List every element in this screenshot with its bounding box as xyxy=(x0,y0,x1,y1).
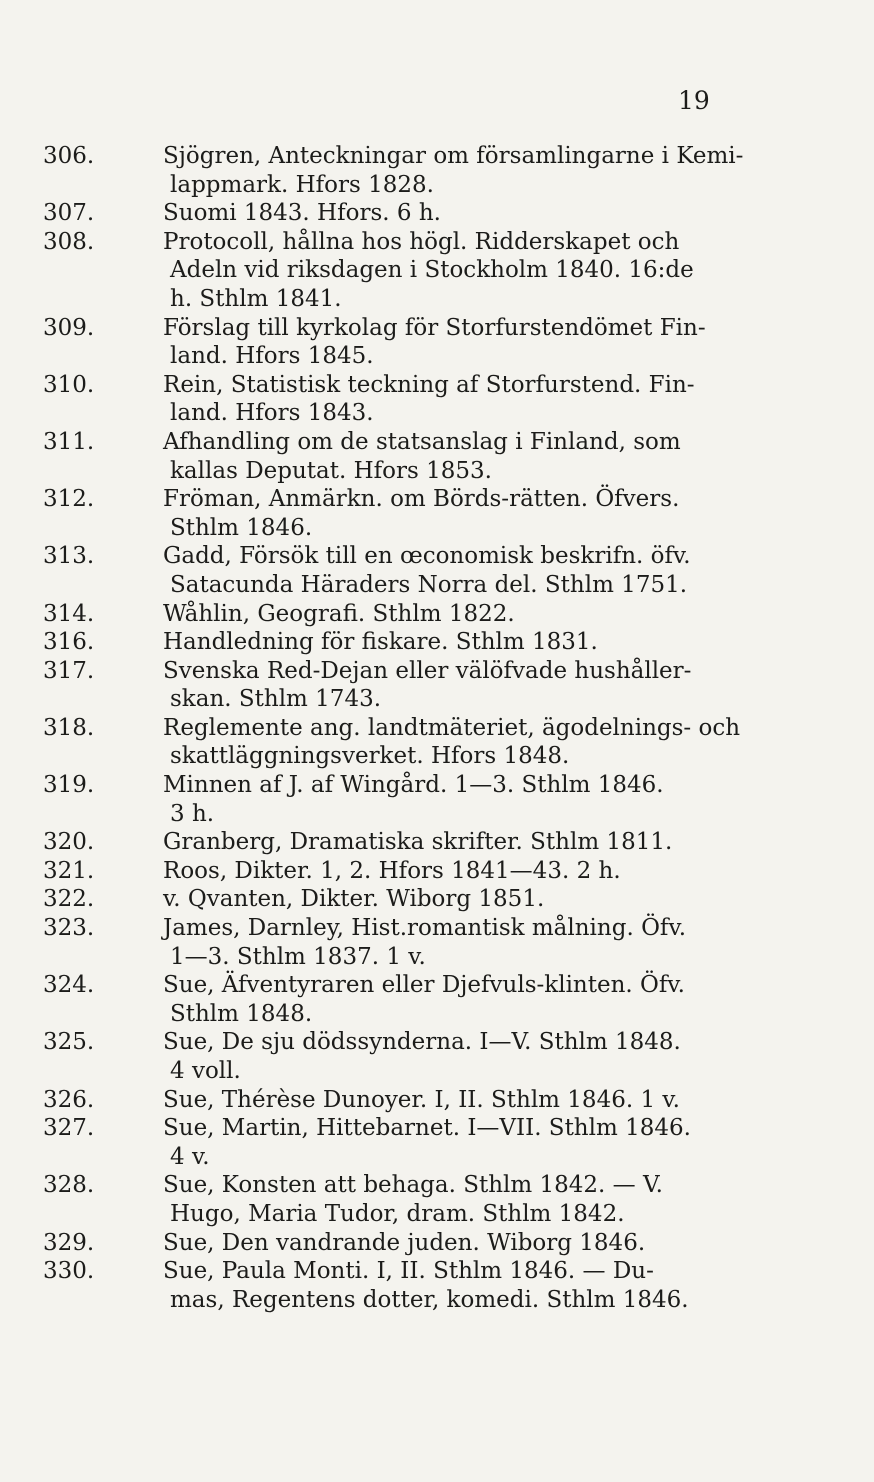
entry-continuation-line: lappmark. Hfors 1828. xyxy=(170,171,434,198)
entry-continuation-line: land. Hfors 1843. xyxy=(170,400,374,427)
entry-number: 324. xyxy=(43,972,95,999)
catalog-entry xyxy=(43,371,747,428)
entry-text xyxy=(155,914,747,971)
entry-continuation-line: mas, Regentens dotter, komedi. Sthlm 1846. xyxy=(170,1286,689,1313)
entry-text xyxy=(155,885,747,914)
entry-continuation-line: 3 h. xyxy=(170,800,215,827)
entry-text xyxy=(155,828,747,857)
entry-continuation-line: kallas Deputat. Hfors 1853. xyxy=(170,457,492,484)
entry-number: 306. xyxy=(43,143,95,169)
entry-number: 330. xyxy=(43,1258,95,1285)
entry-line: Wåhlin, Geografi. Sthlm 1822. xyxy=(163,600,515,627)
entry-number: 312. xyxy=(43,486,95,513)
entry-number: 313. xyxy=(43,543,95,570)
catalog-list xyxy=(43,142,747,1314)
entry-text xyxy=(155,971,747,1028)
entry-text xyxy=(155,228,747,314)
entry-line: Rein, Statistisk teckning af Storfurstend. Fin- xyxy=(163,371,695,398)
entry-line: James, Darnley, Hist.romantisk målning. Öfv. xyxy=(163,915,687,942)
entry-line: Protocoll, hållna hos högl. Ridderskapet och xyxy=(163,228,680,255)
catalog-entry xyxy=(43,485,747,542)
catalog-entry xyxy=(43,1229,747,1258)
entry-text xyxy=(155,1114,747,1171)
catalog-entry xyxy=(43,657,747,714)
entry-line: Afhandling om de statsanslag i Finland, som xyxy=(163,428,681,455)
entry-line: Granberg, Dramatiska skrifter. Sthlm 1811. xyxy=(163,829,673,856)
catalog-entry xyxy=(43,1114,747,1171)
entry-continuation-line: Sthlm 1846. xyxy=(170,514,313,541)
catalog-entry xyxy=(43,914,747,971)
entry-number: 325. xyxy=(43,1029,95,1056)
catalog-entry xyxy=(43,1257,747,1314)
entry-number: 318. xyxy=(43,714,95,741)
catalog-entry xyxy=(43,199,747,228)
catalog-entry xyxy=(43,1086,747,1115)
entry-line: Roos, Dikter. 1, 2. Hfors 1841—43. 2 h. xyxy=(163,857,621,884)
entry-text xyxy=(155,485,747,542)
catalog-entry xyxy=(43,142,747,199)
entry-text xyxy=(155,714,747,771)
catalog-entry xyxy=(43,771,747,828)
entry-text xyxy=(155,1257,747,1314)
entry-text xyxy=(155,1086,747,1115)
entry-text xyxy=(155,542,747,599)
entry-line: Sue, Konsten att behaga. Sthlm 1842. — V. xyxy=(163,1172,663,1199)
entry-number: 314. xyxy=(43,600,95,627)
entry-line: Suomi 1843. Hfors. 6 h. xyxy=(163,200,441,227)
page-number: 19 xyxy=(678,86,710,115)
entry-line: Gadd, Försök till en œconomisk beskrifn. öfv. xyxy=(163,543,691,570)
catalog-entry xyxy=(43,600,747,629)
entry-continuation-line: land. Hfors 1845. xyxy=(170,343,374,370)
catalog-entry xyxy=(43,714,747,771)
entry-number: 319. xyxy=(43,772,95,799)
catalog-entry xyxy=(43,428,747,485)
entry-continuation-line: h. Sthlm 1841. xyxy=(170,285,342,312)
entry-text xyxy=(155,628,747,657)
entry-text xyxy=(155,1028,747,1085)
entry-text xyxy=(155,314,747,371)
entry-text xyxy=(155,199,747,228)
entry-text xyxy=(155,657,747,714)
catalog-entry xyxy=(43,971,747,1028)
entry-continuation-line: Adeln vid riksdagen i Stockholm 1840. 16:de xyxy=(170,257,694,284)
entry-continuation-line: 1—3. Sthlm 1837. 1 v. xyxy=(170,943,426,970)
entry-line: Sue, De sju dödssynderna. I—V. Sthlm 1848. xyxy=(163,1029,681,1056)
entry-continuation-line: 4 v. xyxy=(170,1143,210,1170)
entry-number: 322. xyxy=(43,886,95,913)
entry-line: Förslag till kyrkolag för Storfurstendömet Fin- xyxy=(163,314,706,341)
entry-line: Handledning för fiskare. Sthlm 1831. xyxy=(163,629,598,656)
entry-number: 307. xyxy=(43,200,95,227)
entry-line: Reglemente ang. landtmäteriet, ägodelnings- och xyxy=(163,714,741,741)
entry-number: 310. xyxy=(43,371,95,398)
entry-line: Sue, Martin, Hittebarnet. I—VII. Sthlm 1846. xyxy=(163,1115,691,1142)
entry-continuation-line: Hugo, Maria Tudor, dram. Sthlm 1842. xyxy=(170,1200,625,1227)
entry-text xyxy=(155,1171,747,1228)
entry-continuation-line: Satacunda Häraders Norra del. Sthlm 1751. xyxy=(170,571,688,598)
entry-text xyxy=(155,771,747,828)
catalog-entry xyxy=(43,828,747,857)
entry-continuation-line: 4 voll. xyxy=(170,1058,241,1084)
entry-line: Sue, Paula Monti. I, II. Sthlm 1846. — Du- xyxy=(163,1258,654,1285)
entry-number: 326. xyxy=(43,1086,95,1113)
catalog-entry xyxy=(43,857,747,886)
entry-number: 320. xyxy=(43,829,95,856)
entry-line: v. Qvanten, Dikter. Wiborg 1851. xyxy=(163,886,545,913)
entry-continuation-line: skattläggningsverket. Hfors 1848. xyxy=(170,743,570,770)
entry-continuation-line: Sthlm 1848. xyxy=(170,1000,313,1027)
entry-line: Sue, Thérèse Dunoyer. I, II. Sthlm 1846. 1 v. xyxy=(163,1086,680,1113)
catalog-entry xyxy=(43,314,747,371)
entry-line: Sjögren, Anteckningar om församlingarne i Kemi- xyxy=(163,143,744,169)
entry-number: 317. xyxy=(43,657,95,684)
entry-text xyxy=(155,142,747,199)
catalog-entry xyxy=(43,628,747,657)
entry-line: Sue, Äfventyraren eller Djefvuls-klinten. Öfv. xyxy=(163,972,685,999)
entry-number: 308. xyxy=(43,228,95,255)
entry-text xyxy=(155,857,747,886)
entry-number: 321. xyxy=(43,857,95,884)
catalog-entry xyxy=(43,1028,747,1085)
entry-line: Fröman, Anmärkn. om Börds-rätten. Öfvers. xyxy=(163,486,680,513)
entry-number: 329. xyxy=(43,1229,95,1256)
entry-text xyxy=(155,600,747,629)
entry-line: Minnen af J. af Wingård. 1—3. Sthlm 1846. xyxy=(163,772,664,799)
entry-number: 311. xyxy=(43,428,95,455)
entry-number: 309. xyxy=(43,314,95,341)
catalog-entry xyxy=(43,885,747,914)
entry-number: 327. xyxy=(43,1115,95,1142)
entry-text xyxy=(155,428,747,485)
catalog-entry xyxy=(43,542,747,599)
entry-line: Svenska Red-Dejan eller välöfvade hushåller- xyxy=(163,657,692,684)
entry-number: 316. xyxy=(43,629,95,656)
entry-line: Sue, Den vandrande juden. Wiborg 1846. xyxy=(163,1229,646,1256)
catalog-entry xyxy=(43,1171,747,1228)
entry-continuation-line: skan. Sthlm 1743. xyxy=(170,686,382,713)
entry-number: 328. xyxy=(43,1172,95,1199)
entry-text xyxy=(155,371,747,428)
entry-text xyxy=(155,1229,747,1258)
entry-number: 323. xyxy=(43,915,95,942)
catalog-entry xyxy=(43,228,747,314)
